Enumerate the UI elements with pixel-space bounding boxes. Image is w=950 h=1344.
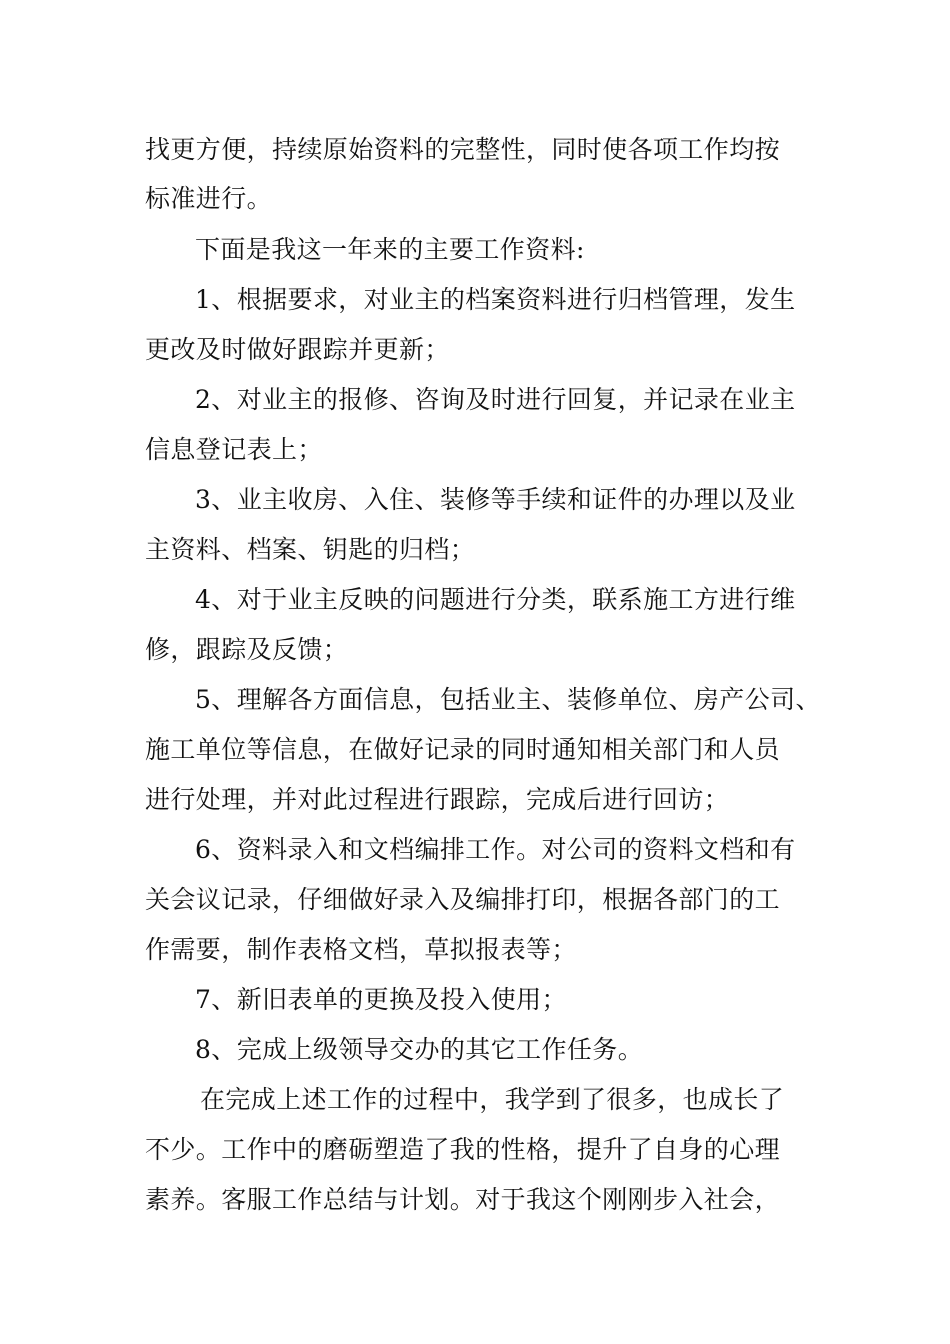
text-line: 5、理解各方面信息，包括业主、装修单位、房产公司、 — [195, 685, 821, 714]
text-line: 2、对业主的报修、咨询及时进行回复，并记录在业主 — [195, 385, 796, 414]
text-line: 修，跟踪及反馈； — [145, 635, 349, 664]
text-line: 3、业主收房、入住、装修等手续和证件的办理以及业 — [195, 485, 796, 514]
text-line: 1、根据要求，对业主的档案资料进行归档管理，发生 — [195, 285, 796, 314]
text-line: 标准进行。 — [145, 184, 273, 213]
text-line: 主资料、档案、钥匙的归档； — [145, 535, 476, 564]
text-line: 4、对于业主反映的问题进行分类，联系施工方进行维 — [195, 585, 796, 614]
text-line: 更改及时做好跟踪并更新； — [145, 335, 450, 364]
text-line: 素养。客服工作总结与计划。对于我这个刚刚步入社会， — [145, 1185, 781, 1214]
text-line: 6、资料录入和文档编排工作。对公司的资料文档和有 — [195, 835, 796, 864]
text-line: 7、新旧表单的更换及投入使用； — [195, 985, 567, 1014]
text-line: 信息登记表上； — [145, 435, 323, 464]
text-line: 找更方便，持续原始资料的完整性，同时使各项工作均按 — [145, 135, 781, 164]
text-line: 在完成上述工作的过程中，我学到了很多，也成长了 — [200, 1085, 785, 1114]
text-line: 作需要，制作表格文档，草拟报表等； — [145, 935, 577, 964]
text-line: 下面是我这一年来的主要工作资料: — [195, 235, 585, 264]
text-line: 不少。工作中的磨砺塑造了我的性格，提升了自身的心理 — [145, 1135, 781, 1164]
text-line: 进行处理，并对此过程进行跟踪，完成后进行回访； — [145, 785, 730, 814]
text-line: 8、完成上级领导交办的其它工作任务。 — [195, 1035, 644, 1064]
text-line: 施工单位等信息，在做好记录的同时通知相关部门和人员 — [145, 735, 781, 764]
text-line: 关会议记录，仔细做好录入及编排打印，根据各部门的工 — [145, 885, 781, 914]
